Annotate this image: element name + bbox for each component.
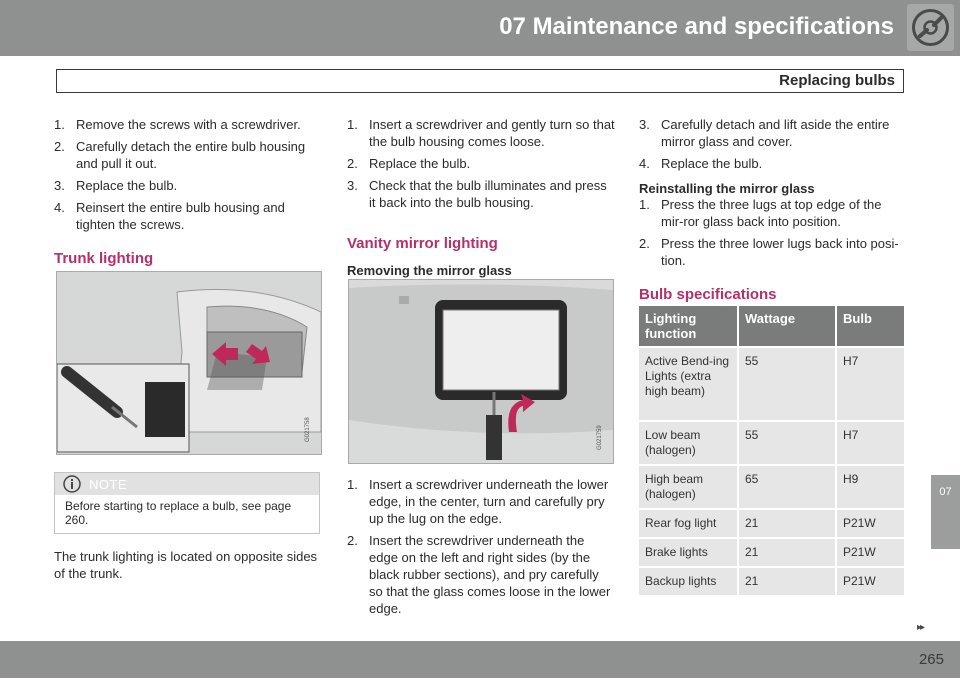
rotate-arrow-icon (501, 392, 537, 440)
table-cell: 21 (737, 510, 835, 537)
section-title: Replacing bulbs (779, 72, 895, 89)
column-3 (639, 116, 907, 177)
table-cell: P21W (835, 568, 904, 595)
table-cell: H9 (835, 466, 904, 508)
housing-steps (347, 116, 615, 211)
column-header: Lighting function (639, 306, 737, 346)
list-item: 3. Carefully detach and lift aside the entire mirror glass and cover. (639, 117, 890, 149)
list-item: 2. Carefully detach the entire bulb housing and pull it out. (54, 139, 306, 171)
note-header (55, 473, 319, 495)
heading-vanity-mirror: Vanity mirror lighting (347, 235, 498, 252)
table-row (639, 568, 904, 595)
table-row (639, 422, 904, 464)
removal-steps (54, 116, 320, 233)
table-header-row (639, 306, 904, 346)
table-row (639, 539, 904, 566)
table-cell: 55 (737, 422, 835, 464)
subheading-removing-glass: Removing the mirror glass (347, 263, 512, 278)
table-cell: 21 (737, 568, 835, 595)
arrow-icon (212, 334, 272, 374)
header-band (0, 0, 960, 56)
table-row (639, 348, 904, 420)
heading-bulb-specifications: Bulb specifications (639, 286, 777, 303)
page-number: 265 (918, 651, 944, 668)
chapter-title: 07 Maintenance and specifications (499, 13, 894, 40)
note-text: Before starting to replace a bulb, see page 260. (65, 499, 292, 527)
list-item: 1. Remove the screws with a screwdriver. (54, 117, 301, 132)
info-icon (63, 475, 81, 493)
footer-band (0, 641, 960, 678)
table-cell: Low beam (halogen) (639, 422, 737, 464)
chapter-side-tab (931, 475, 960, 549)
side-tab-label: 07 (939, 486, 952, 498)
mirror-steps-continued (639, 116, 907, 172)
subheading-reinstalling: Reinstalling the mirror glass (639, 181, 815, 196)
column-2 (347, 116, 615, 216)
table-cell: 55 (737, 348, 835, 420)
table-cell: H7 (835, 348, 904, 420)
next-page-arrows: ▸▸ (917, 622, 924, 633)
table-cell: 65 (737, 466, 835, 508)
bulb-spec-table (639, 304, 904, 597)
photo-code: G021759 (597, 425, 603, 450)
section-title-bar (56, 69, 904, 93)
list-item: 3. Replace the bulb. (54, 178, 178, 193)
column-header: Bulb (835, 306, 904, 346)
mirror-removal-steps (347, 476, 615, 617)
table-cell: Active Bend-ing Lights (extra high beam) (639, 348, 737, 420)
table-cell: 21 (737, 539, 835, 566)
list-item: 4. Reinsert the entire bulb housing and tighten the screws. (54, 200, 285, 232)
table-cell: P21W (835, 539, 904, 566)
trunk-lighting-illustration (56, 271, 322, 455)
table-row (639, 466, 904, 508)
heading-trunk-lighting: Trunk lighting (54, 250, 154, 267)
column-2-lower (347, 476, 615, 622)
table-cell: Brake lights (639, 539, 737, 566)
table-cell: Rear fog light (639, 510, 737, 537)
trunk-body-text: The trunk lighting is located on opposite sides of the trunk. (54, 549, 318, 581)
note-label: NOTE (89, 477, 128, 492)
note-box (54, 472, 320, 534)
vanity-mirror-illustration (348, 279, 614, 464)
list-item: 1. Insert a screwdriver underneath the lower edge, in the center, turn and carefully pry up the lug on the edge. (347, 477, 609, 526)
column-3-reinstall (639, 196, 907, 274)
column-header: Wattage (737, 306, 835, 346)
list-item: 2. Replace the bulb. (347, 156, 471, 171)
list-item: 1. Press the three lugs at top edge of the mir-ror glass back into position. (639, 197, 882, 229)
reinstall-steps (639, 196, 907, 269)
table-cell: High beam (halogen) (639, 466, 737, 508)
table-row (639, 510, 904, 537)
list-item: 3. Check that the bulb illuminates and press it back into the bulb housing. (347, 178, 607, 210)
table-cell: H7 (835, 422, 904, 464)
list-item: 4. Replace the bulb. (639, 156, 763, 171)
wrench-icon (907, 4, 954, 51)
list-item: 1. Insert a screwdriver and gently turn so that the bulb housing comes loose. (347, 117, 615, 149)
photo-code: G021758 (305, 417, 311, 442)
table-cell: P21W (835, 510, 904, 537)
table-cell: Backup lights (639, 568, 737, 595)
list-item: 2. Press the three lower lugs back into posi-tion. (639, 236, 899, 268)
column-1 (54, 116, 320, 238)
list-item: 2. Insert the screwdriver underneath the edge on the left and right sides (by the black rubber sections), and pry carefully so that the glass comes loose in the lower edge. (347, 533, 611, 616)
